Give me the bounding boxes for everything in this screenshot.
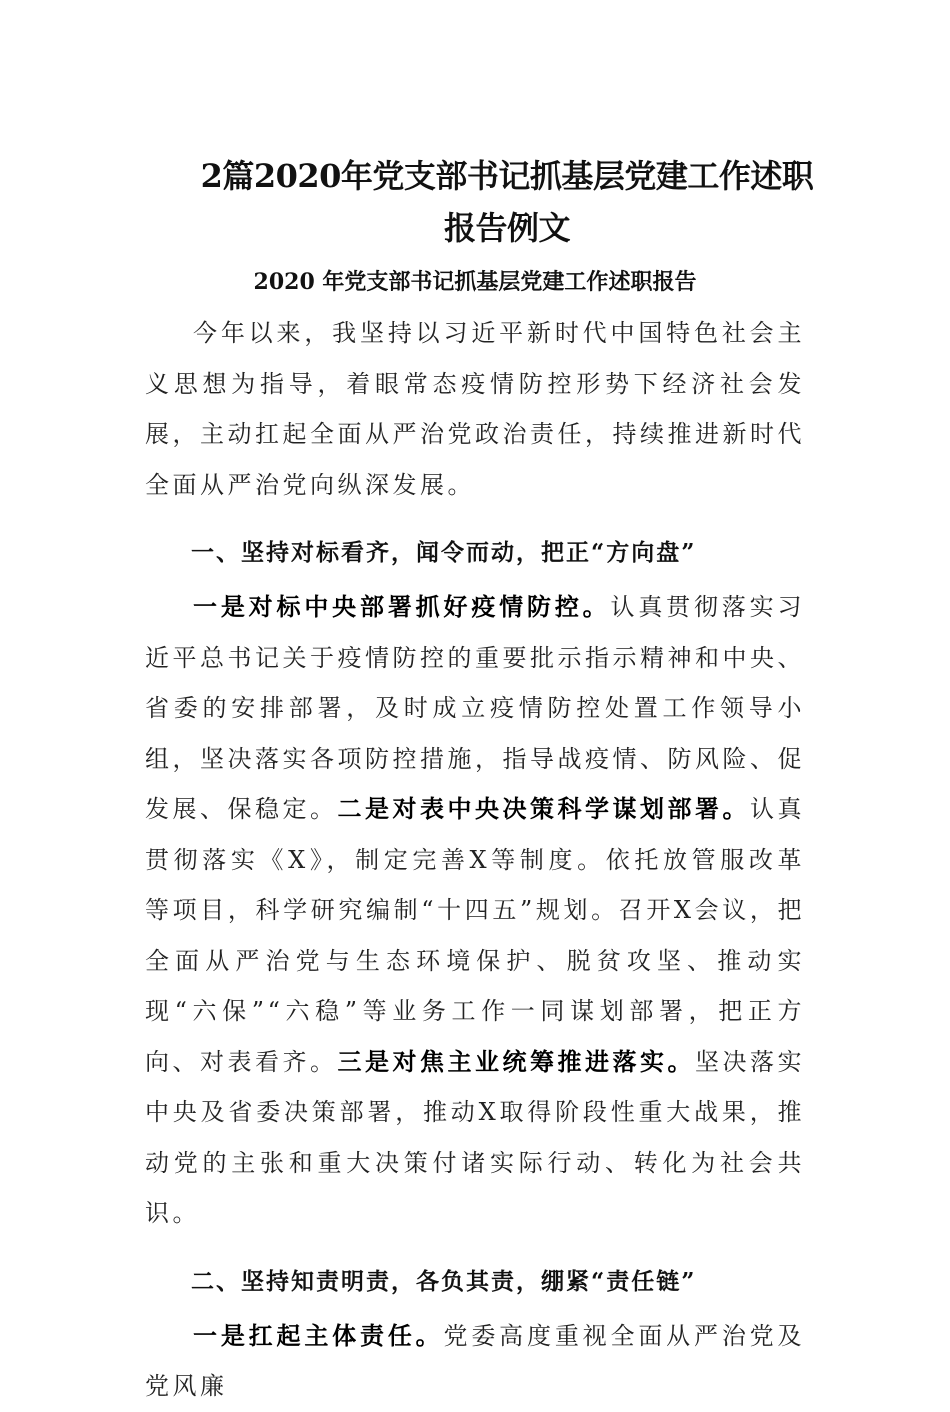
intro-paragraph: 今年以来，我坚持以习近平新时代中国特色社会主义思想为指导，着眼常态疫情防控形势下经济社会发展，主动扛起全面从严治党政治责任，持续推进新时代全面从严治党向纵深发展。 <box>145 319 805 499</box>
section-2-heading: 二、坚持知责明责，各负其责，绷紧“责任链” <box>191 1267 697 1295</box>
section-1-point-1-text: 认真贯彻落实习近平总书记关于疫情防控的重要批示指示精神和中央、省委的安排部署，及时成立疫情防控处置工作领导小组，坚决落实各项防控措施，指导战疫情、防风险、促发展、保稳定。 <box>145 593 805 823</box>
section-2-point-1-lead: 一是扛起主体责任。 <box>193 1320 444 1350</box>
section-1-point-1-lead: 一是对标中央部署抓好疫情防控。 <box>193 592 611 621</box>
section-2-point-1-text: 党委高度重视全面从严治党及党风廉 <box>145 1321 805 1400</box>
section-1-paragraph <box>145 582 805 1239</box>
section-1-point-2-text: 认真贯彻落实《X》，制定完善X等制度。依托放管服改革等项目，科学研究编制“十四五”规划。召开X会议，把全面从严治党与生态环境保护、脱贫攻坚、推动实现“六保”“六稳”等业务工作一同谋划部署，把正方向、对表看齐。 <box>145 795 805 1076</box>
document-subtitle: 2020 年党支部书记抓基层党建工作述职报告 <box>253 269 697 295</box>
section-1-heading: 一、坚持对标看齐，闻令而动，把正“方向盘” <box>191 539 697 566</box>
section-2-paragraph <box>145 1311 805 1412</box>
document-page <box>145 150 814 1412</box>
section-1-point-2-lead: 二是对表中央决策科学谋划部署。 <box>337 794 750 823</box>
document-title: 2篇2020年党支部书记抓基层党建工作述职报告例文 <box>200 157 814 247</box>
section-1-point-3-lead: 三是对焦主业统筹推进落实。 <box>337 1046 695 1076</box>
section-1-point-3-text: 坚决落实中央及省委决策部署，推动X取得阶段性重大战果，推动党的主张和重大决策付诸实际行动、转化为社会共识。 <box>145 1047 805 1227</box>
